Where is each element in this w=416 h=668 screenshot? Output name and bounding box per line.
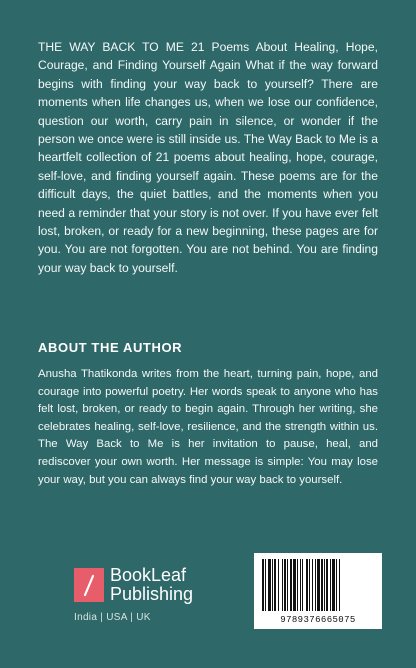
isbn-barcode [254,553,382,629]
barcode-bar [262,559,264,611]
barcode-bar [290,559,292,611]
barcode-bar [272,559,273,611]
barcode-bar [326,559,328,611]
publisher-logo [74,566,194,606]
barcode-bar [332,559,335,611]
barcode-bar [282,559,283,611]
publisher-name [110,566,193,604]
author-bio: Anusha Thatikonda writes from the heart, turning pain, hope, and courage into powerful poetry. Her words speak to anyone who has felt lost, broken, or ready to begin again. Through her writing, she celebrates healing, self-love, resilience, and the strength within us. The Way Back to Me is her invitation to pause, heal, and rediscover your own worth. Her message is simple: You may lose your way, but you can always find your way back to yourself. [38,368,378,486]
barcode-bar [339,559,340,611]
barcode-bar [284,559,286,611]
barcode-bar [317,559,320,611]
barcode-bar [336,559,337,611]
isbn-number: 9789376665075 [280,615,356,625]
barcode-bar [309,559,310,611]
barcode-bar [268,559,271,611]
barcode-bar [287,559,288,611]
leaf-slash-icon [74,568,104,602]
barcode-bar [300,559,301,611]
about-author-heading: ABOUT THE AUTHOR [38,340,183,355]
barcode-bars [260,559,376,611]
barcode-bar [312,559,313,611]
publisher-name-line2: Publishing [110,584,194,604]
barcode-bar [324,559,325,611]
barcode-bar [315,559,316,611]
publisher-name-line1: BookLeaf [110,565,187,585]
barcode-bar [306,559,308,611]
barcode-bar [278,559,279,611]
barcode-bar [321,559,323,611]
barcode-bar [265,559,266,611]
barcode-bar [293,559,296,611]
publisher-regions: India | USA | UK [74,612,151,623]
back-cover-blurb: THE WAY BACK TO ME 21 Poems About Healing, Hope, Courage, and Finding Yourself Again What if the way forward begins with finding your way back to yourself? There are moments when life changes us, when we lose our confidence, question our worth, carry pain in silence, or wonder if the person we once were is still inside us. The Way Back to Me is a heartfelt collection of 21 poems about healing, hope, courage, self-love, and finding yourself again. These poems are for the difficult days, the quiet battles, and the moments when you need a reminder that your story is not over. If you have ever felt lost, broken, or ready for a new beginning, these pages are for you. You are not forgotten. You are not behind. You are finding your way back to yourself. [38,40,378,275]
barcode-bar [330,559,331,611]
barcode-bar [274,559,276,611]
barcode-bar [297,559,298,611]
barcode-bar [302,559,303,611]
